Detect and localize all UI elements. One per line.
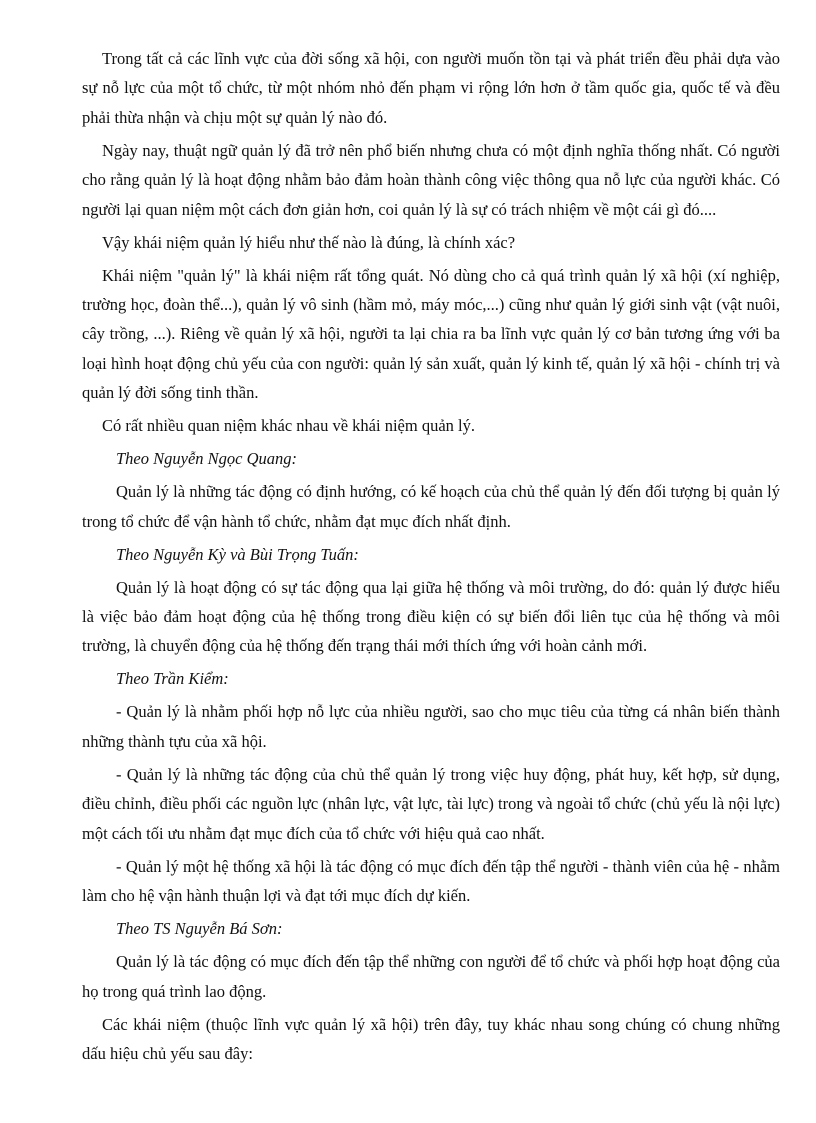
paragraph-definition-common: Ngày nay, thuật ngữ quản lý đã trở nên phổ biến nhưng chưa có một định nghĩa thống nhất. Có người cho rằng quản lý là hoạt động nhằm bảo đảm hoàn thành công việc thông qua nỗ lực của người khác. Có người lại quan niệm một cách đơn giản hơn, coi quản lý là sự có trách nhiệm về một cái gì đó....: [82, 140, 780, 219]
quote-nguyen-ky-bui-trong-tuan: Quản lý là hoạt động có sự tác động qua lại giữa hệ thống và môi trường, do đó: quản lý được hiểu là việc bảo đảm hoạt động của hệ thống trong điều kiện có sự biến đổi liên tục của hệ thống và môi trường, là chuyển động của hệ thống đến trạng thái mới thích ứng với hoàn cảnh mới.: [82, 577, 780, 656]
heading-tran-kiem: Theo Trần Kiểm:: [116, 669, 229, 689]
paragraph-general-concept: Khái niệm "quản lý" là khái niệm rất tổng quát. Nó dùng cho cả quá trình quản lý xã hội (xí nghiệp, trường học, đoàn thể...), quản lý vô sinh (hầm mỏ, máy móc,...) cũng như quản lý giới sinh vật (vật nuôi, cây trồng, ...). Riêng về quản lý xã hội, người ta lại chia ra ba lĩnh vực quản lý cơ bản tương ứng với ba loại hình hoạt động chủ yếu của con người: quản lý sản xuất, quản lý kinh tế, quản lý xã hội - chính trị và quản lý đời sống tinh thần.: [82, 265, 780, 403]
quote-nguyen-ngoc-quang: Quản lý là những tác động có định hướng, có kế hoạch của chủ thể quản lý đến đối tượng bị quản lý trong tổ chức để vận hành tổ chức, nhằm đạt mục đích nhất định.: [82, 482, 780, 531]
dash-item-1: - Quản lý là nhằm phối hợp nỗ lực của nhiều người, sao cho mục tiêu của từng cá nhân biến thành những thành tựu của xã hội.: [82, 702, 780, 751]
document-body: [82, 44, 780, 1072]
paragraph-many-views: Có rất nhiều quan niệm khác nhau về khái niệm quản lý.: [102, 416, 475, 436]
dash-item-2: - Quản lý là những tác động của chủ thể quản lý trong việc huy động, phát huy, kết hợp, sử dụng, điều chỉnh, điều phối các nguồn lực (nhân lực, vật lực, tài lực) trong và ngoài tổ chức (chủ yếu là nội lực) một cách tối ưu nhằm đạt mục đích của tổ chức với hiệu quả cao nhất.: [82, 764, 780, 843]
heading-nguyen-ngoc-quang: Theo Nguyễn Ngọc Quang:: [116, 449, 298, 469]
quote-nguyen-ba-son: Quản lý là tác động có mục đích đến tập thể những con người để tổ chức và phối hợp hoạt động của họ trong quá trình lao động.: [82, 952, 780, 1001]
paragraph-question: Vậy khái niệm quản lý hiểu như thế nào là đúng, là chính xác?: [102, 232, 516, 252]
dash-item-3: - Quản lý một hệ thống xã hội là tác động có mục đích đến tập thể người - thành viên của hệ - nhằm làm cho hệ vận hành thuận lợi và đạt tới mục đích dự kiến.: [82, 856, 780, 906]
paragraph-intro: Trong tất cả các lĩnh vực của đời sống xã hội, con người muốn tồn tại và phát triển đều phải dựa vào sự nỗ lực của một tổ chức, từ một nhóm nhỏ đến phạm vi rộng lớn hơn ở tầm quốc gia, quốc tế và đều phải thừa nhận và chịu một sự quản lý nào đó.: [82, 49, 780, 127]
paragraph-conclusion: Các khái niệm (thuộc lĩnh vực quản lý xã hội) trên đây, tuy khác nhau song chúng có chung những dấu hiệu chủ yếu sau đây:: [82, 1014, 780, 1063]
heading-nguyen-ba-son: Theo TS Nguyễn Bá Sơn:: [116, 919, 283, 939]
heading-nguyen-ky-bui-trong-tuan: Theo Nguyễn Kỳ và Bùi Trọng Tuấn:: [116, 544, 359, 564]
